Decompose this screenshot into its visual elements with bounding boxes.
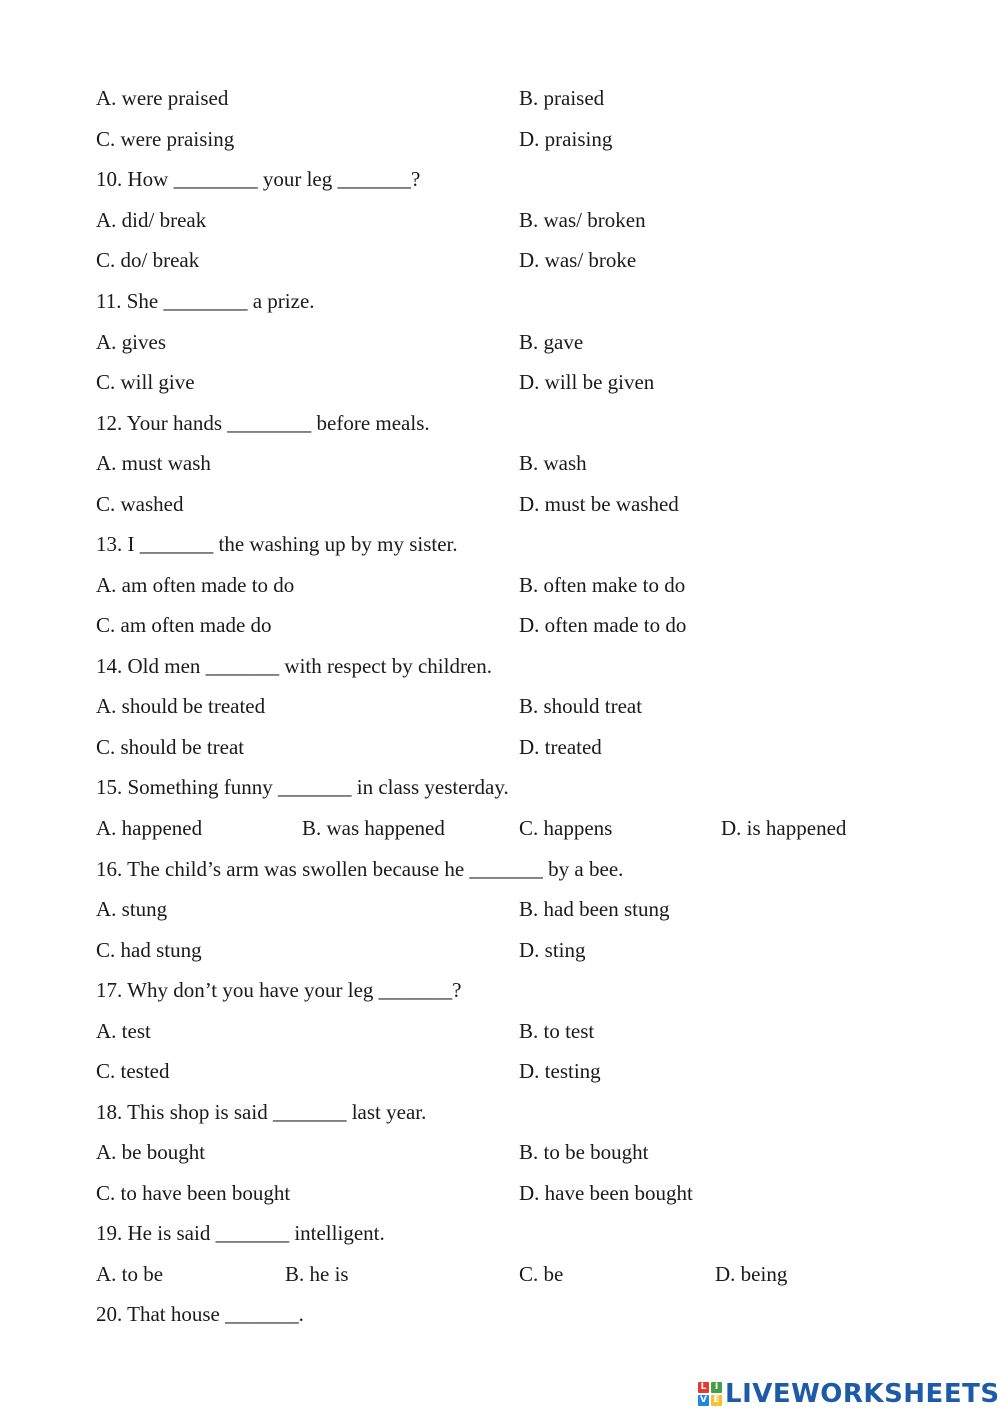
option-b: B. praised xyxy=(519,86,605,110)
option-a: A. gives xyxy=(96,330,166,354)
option-a: A. must wash xyxy=(96,451,211,475)
option-d: D. testing xyxy=(519,1059,601,1083)
logo-letter-i: I xyxy=(711,1382,722,1393)
question-14: 14. Old men _______ with respect by children. xyxy=(96,654,493,678)
option-b: B. he is xyxy=(285,1262,349,1286)
option-a: A. to be xyxy=(96,1262,164,1286)
option-c: C. had stung xyxy=(96,938,202,962)
question-18: 18. This shop is said _______ last year. xyxy=(96,1100,427,1124)
question-10: 10. How ________ your leg _______? xyxy=(96,167,421,191)
question-17: 17. Why don’t you have your leg _______? xyxy=(96,978,462,1002)
option-c: C. am often made do xyxy=(96,613,272,637)
option-a: A. were praised xyxy=(96,86,229,110)
option-b: B. to be bought xyxy=(519,1140,649,1164)
question-12: 12. Your hands ________ before meals. xyxy=(96,411,430,435)
question-15: 15. Something funny _______ in class yesterday. xyxy=(96,775,509,799)
option-c: C. washed xyxy=(96,492,184,516)
liveworksheets-logo xyxy=(698,1378,1000,1410)
option-a: A. stung xyxy=(96,897,168,921)
option-b: B. often make to do xyxy=(519,573,686,597)
question-16: 16. The child’s arm was swollen because he _______ by a bee. xyxy=(96,857,624,881)
option-a: A. be bought xyxy=(96,1140,206,1164)
option-b: B. was/ broken xyxy=(519,208,646,232)
option-a: A. did/ break xyxy=(96,208,207,232)
option-b: B. wash xyxy=(519,451,587,475)
option-d: D. sting xyxy=(519,938,586,962)
option-d: D. was/ broke xyxy=(519,248,637,272)
option-b: B. was happened xyxy=(302,816,445,840)
logo-letter-v: V xyxy=(698,1395,709,1406)
logo-letter-e: E xyxy=(711,1395,722,1406)
option-a: A. test xyxy=(96,1019,151,1043)
option-c: C. to have been bought xyxy=(96,1181,291,1205)
option-c: C. should be treat xyxy=(96,735,245,759)
option-c: C. tested xyxy=(96,1059,170,1083)
option-b: B. should treat xyxy=(519,694,643,718)
option-a: A. should be treated xyxy=(96,694,266,718)
option-c: C. be xyxy=(519,1262,564,1286)
option-d: D. treated xyxy=(519,735,602,759)
option-c: C. will give xyxy=(96,370,195,394)
question-19: 19. He is said _______ intelligent. xyxy=(96,1221,385,1245)
option-b: B. had been stung xyxy=(519,897,670,921)
live-logo-icon xyxy=(698,1382,722,1406)
option-d: D. is happened xyxy=(721,816,847,840)
option-c: C. happens xyxy=(519,816,613,840)
option-c: C. were praising xyxy=(96,127,235,151)
question-20: 20. That house _______. xyxy=(96,1302,304,1326)
logo-letter-l: L xyxy=(698,1382,709,1393)
option-b: B. to test xyxy=(519,1019,595,1043)
logo-text: LIVEWORKSHEETS xyxy=(725,1379,1000,1409)
option-a: A. happened xyxy=(96,816,203,840)
option-b: B. gave xyxy=(519,330,584,354)
option-d: D. often made to do xyxy=(519,613,687,637)
option-d: D. will be given xyxy=(519,370,655,394)
option-a: A. am often made to do xyxy=(96,573,295,597)
question-13: 13. I _______ the washing up by my sister. xyxy=(96,532,458,556)
option-c: C. do/ break xyxy=(96,248,200,272)
option-d: D. praising xyxy=(519,127,613,151)
option-d: D. must be washed xyxy=(519,492,679,516)
option-d: D. being xyxy=(715,1262,788,1286)
question-11: 11. She ________ a prize. xyxy=(96,289,315,313)
option-d: D. have been bought xyxy=(519,1181,693,1205)
